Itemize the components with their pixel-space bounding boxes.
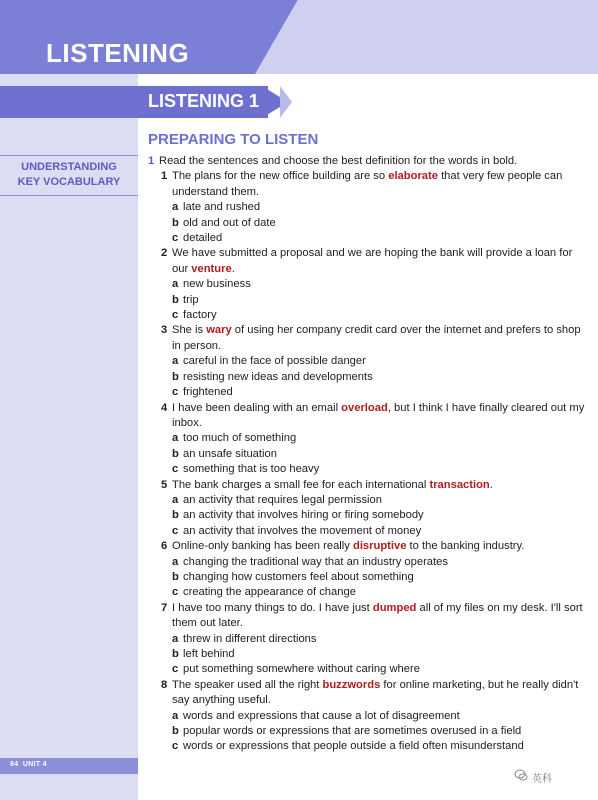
question-item (148, 678, 588, 709)
option-text: detailed (183, 232, 223, 245)
vocabulary-word: disruptive (352, 540, 407, 553)
option-text: changing how customers feel about something (183, 570, 414, 583)
question-text (161, 323, 588, 354)
answer-option (148, 739, 588, 754)
question-item (148, 323, 588, 354)
question-text-before: I have been dealing with an email (172, 401, 342, 414)
option-letter: c (172, 232, 179, 245)
option-text: factory (183, 309, 217, 322)
option-letter: c (172, 663, 179, 676)
question-item (148, 246, 588, 277)
question-text-before: I have too many things to do. I have just (172, 601, 373, 614)
option-text: trip (183, 293, 199, 306)
option-text: something that is too heavy (183, 463, 320, 476)
option-letter: a (172, 493, 179, 506)
option-letter: b (172, 725, 179, 738)
option-letter: b (172, 509, 179, 522)
option-text: old and out of date (183, 216, 276, 229)
sidebar-divider-bottom (0, 195, 138, 196)
option-letter: a (172, 555, 179, 568)
option-letter: b (172, 648, 179, 660)
instruction-number: 1 (148, 155, 155, 167)
question-item (148, 169, 588, 200)
answer-option (148, 493, 588, 508)
question-text (161, 601, 588, 632)
question-number: 6 (161, 540, 168, 553)
question-text-after: , but I think I have finally cleared out my inbox. (172, 401, 585, 429)
question-item (148, 478, 588, 493)
option-text: resisting new ideas and developments (183, 370, 373, 383)
vocabulary-word: venture (191, 262, 232, 275)
answer-option (148, 508, 588, 523)
question-list (148, 169, 588, 754)
option-letter: a (172, 432, 179, 445)
question-text-before: She is (172, 324, 207, 337)
option-letter: b (172, 293, 179, 306)
option-letter: b (172, 570, 179, 583)
instruction (148, 154, 588, 169)
vocabulary-word: dumped (372, 601, 417, 614)
question-text-after: . (231, 262, 235, 275)
question-text (161, 478, 588, 493)
answer-option (148, 709, 588, 724)
question-text-after: for online marketing, but he really didn't say anything useful. (172, 678, 579, 707)
option-letter: c (172, 386, 179, 399)
question-number: 3 (161, 324, 168, 337)
answer-option (148, 385, 588, 400)
answer-option (148, 431, 588, 446)
option-letter: c (172, 463, 179, 476)
question-text (161, 401, 588, 432)
question-text-before: Online-only banking has been really (172, 540, 353, 553)
footer-page-info (10, 761, 47, 768)
question-text (161, 678, 588, 709)
vocabulary-word: buzzwords (322, 678, 381, 691)
answer-option (148, 662, 588, 677)
sidebar-label-line2: KEY VOCABULARY (17, 176, 121, 188)
vocabulary-word: overload (341, 401, 388, 414)
question-number: 4 (161, 401, 168, 414)
watermark-text: 英科 (532, 774, 552, 785)
option-text: creating the appearance of change (183, 586, 356, 599)
answer-option (148, 462, 588, 477)
answer-option (148, 632, 588, 647)
section-subtitle: PREPARING TO LISTEN (148, 131, 319, 148)
option-text: an activity that involves hiring or firing somebody (183, 509, 424, 522)
question-number: 5 (161, 478, 168, 491)
question-text (161, 539, 588, 554)
option-text: careful in the face of possible danger (183, 355, 366, 368)
answer-option (148, 200, 588, 215)
answer-option (148, 308, 588, 323)
question-number: 7 (161, 601, 168, 614)
option-text: threw in different directions (183, 632, 317, 645)
question-text-before: The plans for the new office building are so (172, 170, 389, 183)
question-number: 8 (161, 678, 168, 691)
sidebar-label-line1: UNDERSTANDING (21, 161, 117, 173)
vocabulary-word: transaction (429, 478, 490, 491)
answer-option (148, 370, 588, 385)
unit-label: UNIT 4 (22, 761, 47, 768)
option-text: an unsafe situation (183, 447, 277, 460)
option-letter: c (172, 740, 179, 753)
question-text (161, 169, 588, 200)
answer-option (148, 555, 588, 570)
sidebar-panel (0, 0, 138, 800)
header-accent (255, 0, 598, 74)
answer-option (148, 585, 588, 600)
option-text: popular words or expressions that are sometimes overused in a field (183, 725, 522, 738)
option-letter: a (172, 632, 179, 645)
option-letter: b (172, 447, 179, 460)
answer-option (148, 447, 588, 462)
option-letter: a (172, 709, 179, 722)
answer-option (148, 524, 588, 539)
answer-option (148, 231, 588, 246)
option-letter: c (172, 309, 179, 322)
question-text-after: of using her company credit card over the internet and prefers to shop in person. (172, 324, 581, 352)
option-letter: a (172, 355, 179, 368)
vocabulary-word: wary (206, 324, 232, 337)
option-text: late and rushed (183, 201, 261, 214)
question-text-before: We have submitted a proposal and we are hoping the bank will provide a loan for our (172, 247, 573, 275)
question-text-after: all of my files on my desk. I'll sort them out later. (172, 601, 583, 630)
wechat-icon (514, 768, 528, 782)
question-number: 1 (161, 170, 168, 183)
option-letter: c (172, 586, 179, 599)
option-text: words or expressions that people outside a field often misunderstand (183, 740, 524, 753)
question-text-after: that very few people can understand them. (172, 170, 563, 198)
answer-option (148, 216, 588, 231)
option-letter: b (172, 216, 179, 229)
option-text: too much of something (183, 432, 297, 445)
question-text (161, 246, 588, 277)
option-text: an activity that involves the movement of money (183, 524, 422, 537)
sidebar-divider-top (0, 155, 138, 156)
question-item (148, 539, 588, 554)
answer-option (148, 354, 588, 369)
vocabulary-word: elaborate (388, 170, 438, 183)
option-text: changing the traditional way that an industry operates (183, 555, 448, 568)
question-number: 2 (161, 247, 168, 260)
option-text: frightened (183, 386, 233, 399)
answer-option (148, 277, 588, 292)
answer-option (148, 647, 588, 662)
option-letter: a (172, 201, 179, 214)
question-item (148, 401, 588, 432)
option-letter: c (172, 524, 179, 537)
question-text-before: The bank charges a small fee for each international (172, 478, 430, 491)
option-text: put something somewhere without caring where (183, 663, 420, 676)
question-text-after: . (489, 478, 493, 491)
option-text: an activity that requires legal permission (183, 493, 382, 506)
answer-option (148, 724, 588, 739)
option-text: new business (183, 278, 251, 291)
question-item (148, 601, 588, 632)
section-band-arrow-accent (280, 86, 292, 118)
option-letter: b (172, 370, 179, 383)
question-text-after: to the banking industry. (406, 540, 525, 553)
page-title: LISTENING (46, 38, 190, 68)
section-title: LISTENING 1 (148, 91, 260, 111)
sidebar-label (0, 160, 138, 190)
option-text: left behind (183, 648, 235, 660)
option-text: words and expressions that cause a lot of disagreement (183, 709, 460, 722)
question-text-before: The speaker used all the right (172, 678, 323, 691)
answer-option (148, 293, 588, 308)
option-letter: a (172, 278, 179, 291)
exercise-content (148, 154, 588, 755)
answer-option (148, 570, 588, 585)
page-number: 84 (10, 761, 19, 768)
instruction-text: Read the sentences and choose the best definition for the words in bold. (159, 155, 518, 167)
